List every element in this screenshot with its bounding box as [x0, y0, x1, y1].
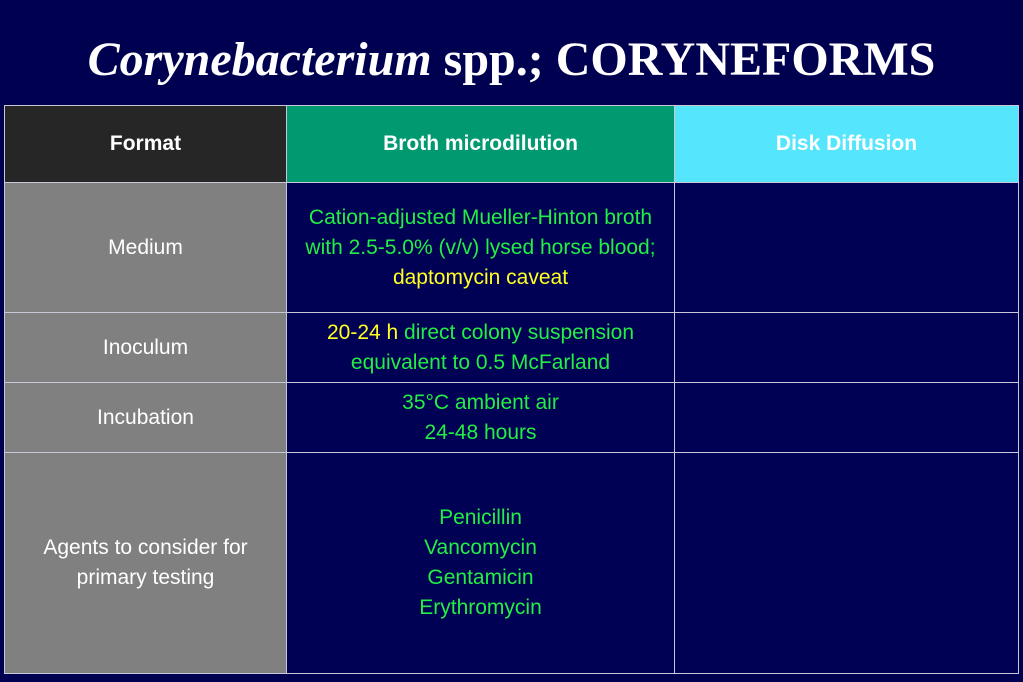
row-label-inoculum: Inoculum — [5, 313, 287, 383]
incubation-broth-line1: 35°C ambient air — [402, 390, 559, 414]
agents-broth-cell — [287, 453, 675, 674]
header-disk-diffusion: Disk Diffusion — [675, 106, 1019, 183]
medium-disk-cell — [675, 183, 1019, 313]
medium-broth-cell — [287, 183, 675, 313]
slide-title — [0, 28, 1023, 92]
row-label-medium: Medium — [5, 183, 287, 313]
header-format: Format — [5, 106, 287, 183]
medium-broth-caveat: daptomycin caveat — [392, 265, 569, 289]
agent-item: Penicillin — [439, 506, 522, 529]
agent-item: Gentamicin — [427, 566, 534, 589]
incubation-broth-line2: 24-48 hours — [424, 420, 537, 444]
title-italic-genus: Corynebacterium — [87, 33, 432, 86]
incubation-broth-cell — [287, 383, 675, 453]
incubation-disk-cell — [675, 383, 1019, 453]
inoculum-broth-time: 20-24 h — [326, 320, 399, 344]
agents-disk-cell — [675, 453, 1019, 674]
agent-item: Erythromycin — [419, 596, 542, 619]
comparison-table — [4, 105, 1019, 674]
title-rest: spp.; CORYNEFORMS — [431, 33, 936, 86]
inoculum-broth-text: direct colony suspension equivalent to 0.5 McFarland — [350, 320, 635, 374]
table-row-agents — [5, 453, 1019, 674]
row-label-agents: Agents to consider for primary testing — [5, 453, 287, 674]
inoculum-disk-cell — [675, 313, 1019, 383]
table-row-incubation — [5, 383, 1019, 453]
inoculum-broth-cell — [287, 313, 675, 383]
table-header-row — [5, 106, 1019, 183]
agent-item: Vancomycin — [424, 536, 537, 559]
header-broth-microdilution: Broth microdilution — [287, 106, 675, 183]
medium-broth-text: Cation-adjusted Mueller-Hinton broth with 2.5-5.0% (v/v) lysed horse blood; — [305, 205, 656, 259]
row-label-incubation: Incubation — [5, 383, 287, 453]
table-row-inoculum — [5, 313, 1019, 383]
table-row-medium — [5, 183, 1019, 313]
